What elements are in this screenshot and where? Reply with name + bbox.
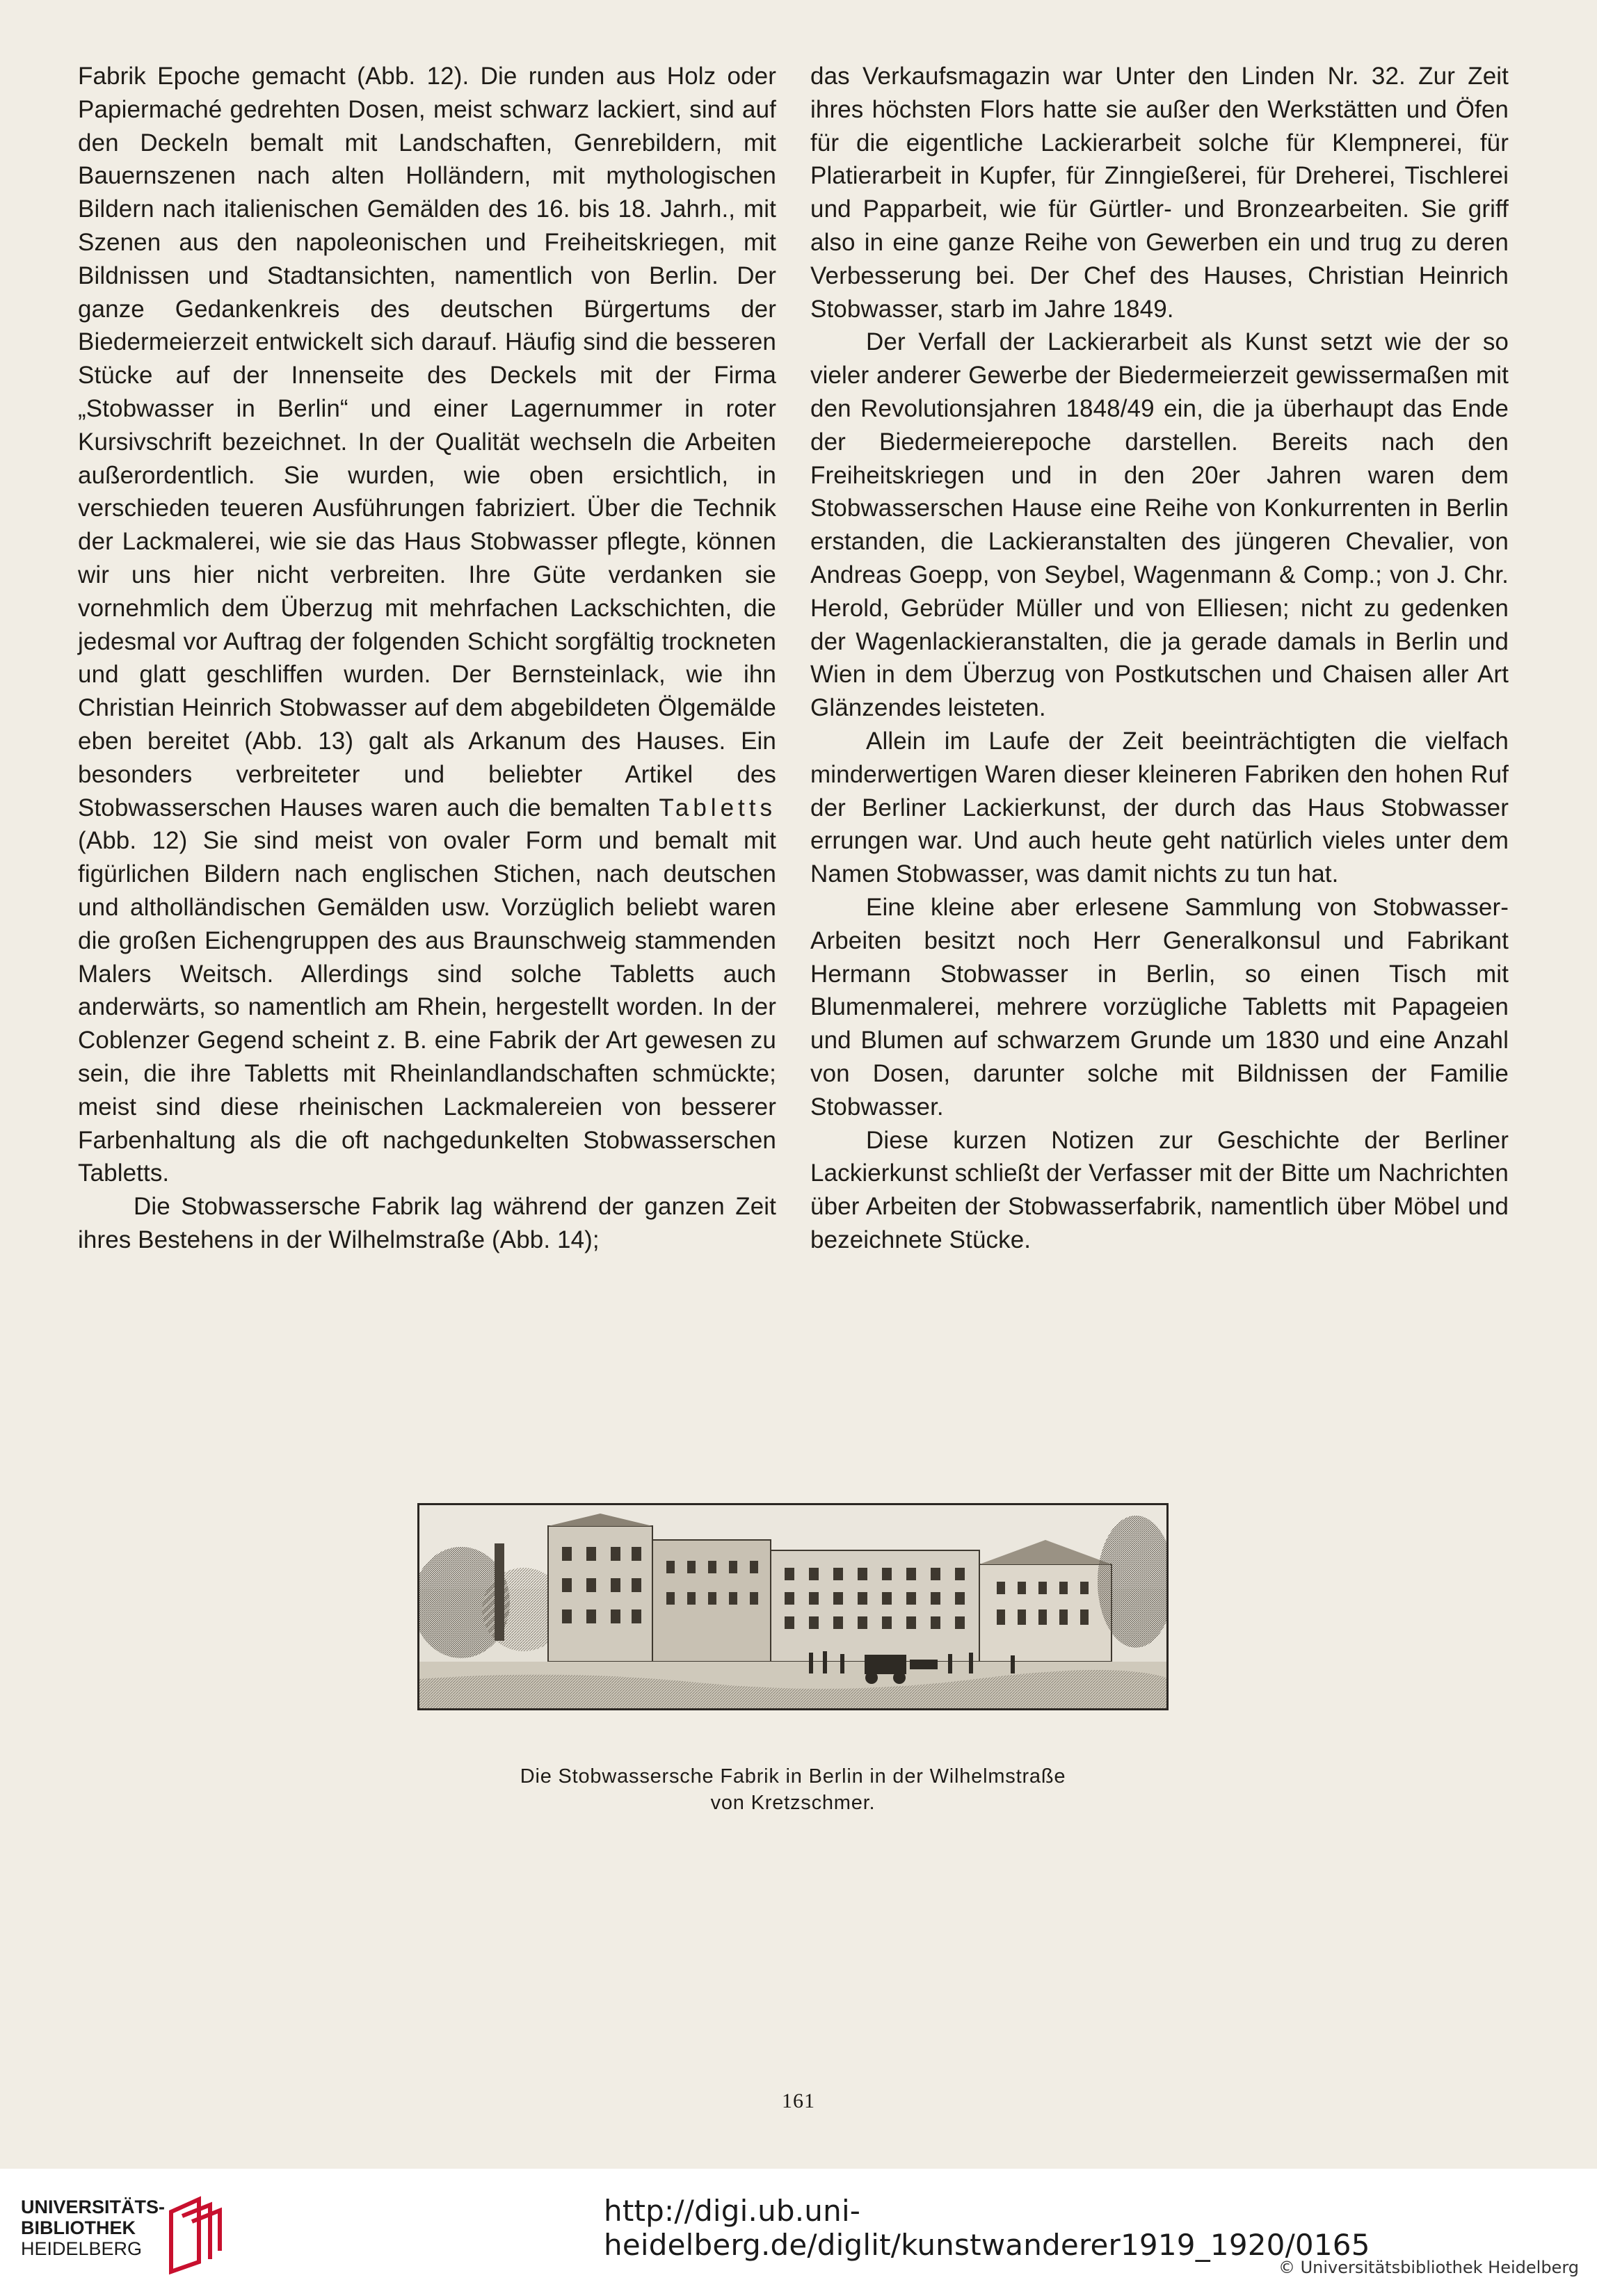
paragraph: Der Verfall der Lackierarbeit als Kunst setzt wie der so vieler anderer Gewerbe der Biedermeierzeit gewissermaßen mit den Revolutionsjahren 1848/49 ein, die ja überhaupt das Ende der Biedermeierepoche darstellen. Bereits nach den Freiheitskriegen und in den 20er Jahren waren dem Stobwasserschen Hause eine Reihe von Konkurrenten in Berlin erstanden, die Lackieranstalten des jüngeren Chevalier, von Andreas Goepp, von Seybel, Wagenmann & Comp.; von J. Chr. Herold, Gebrüder Müller und von Elliesen; nicht zu gedenken der Wagenlackieranstalten, die ja gerade damals in Berlin und Wien in dem Überzug von Postkutschen und Chaisen aller Art Glänzendes leisteten. <box>810 328 1509 722</box>
logo-text: UNIVERSITÄTS- BIBLIOTHEK HEIDELBERG <box>21 2197 166 2259</box>
factory-illustration <box>417 1503 1169 1710</box>
spaced-word: Tabletts <box>659 794 776 821</box>
figure-caption <box>390 1763 1196 1816</box>
caption-line: von Kretzschmer. <box>710 1792 876 1814</box>
left-text-column <box>78 60 776 1257</box>
copyright-notice: © Universitätsbibliothek Heidelberg <box>1278 2258 1579 2277</box>
caption-line: Die Stobwassersche Fabrik in Berlin in der Wilhelmstraße <box>520 1765 1066 1788</box>
factory-engraving-image <box>419 1505 1166 1708</box>
paragraph: das Verkaufsmagazin war Unter den Linden Nr. 32. Zur Zeit ihres höchsten Flors hatte sie außer den Werkstätten und Öfen für die eigentliche Lackierarbeit solche für Klempnerei, für Platierarbeit in Kupfer, für Zinngießerei, für Dreherei, Tischlerei und Papparbeit, wie für Gürtler- und Bronzearbeiten. Sie griff also in eine ganze Reihe von Gewerben ein und trug zu deren Verbesserung bei. Der Chef des Hauses, Christian Heinrich Stobwasser, starb im Jahre 1849. <box>810 63 1509 323</box>
paragraph: Eine kleine aber erlesene Sammlung von Stobwasser-Arbeiten besitzt noch Herr Generalkonsul und Fabrikant Hermann Stobwasser in Berlin, so einen Tisch mit Blumenmalerei, mehrere vorzügliche Tabletts mit Papageien und Blumen auf schwarzem Grunde um 1830 und eine Anzahl von Dosen, darunter solche mit Bildnissen der Familie Stobwasser. <box>810 893 1509 1121</box>
paragraph: Allein im Laufe der Zeit beeinträchtigten die vielfach minderwertigen Waren dieser kleineren Fabriken den hohen Ruf der Berliner Lackierkunst, der durch das Haus Stobwasser errungen war. Und auch heute geht natürlich vieles unter dem Namen Stobwasser, was damit nichts zu tun hat. <box>810 727 1509 888</box>
paragraph: Die Stobwassersche Fabrik lag während der ganzen Zeit ihres Bestehens in der Wilhelmstraße (Abb. 14); <box>78 1193 776 1253</box>
library-logo[interactable] <box>21 2195 230 2279</box>
right-text-column <box>810 60 1509 1257</box>
permalink-url[interactable]: http://digi.ub.uni-heidelberg.de/diglit/kunstwanderer1919_1920/0165 <box>604 2194 1370 2262</box>
paragraph: Fabrik Epoche gemacht (Abb. 12). Die runden aus Holz oder Papiermaché gedrehten Dosen, meist schwarz lackiert, sind auf den Deckeln bemalt mit Landschaften, Genrebildern, mit Bauernszenen nach alten Holländern, mit mythologischen Bildern nach italienischen Gemälden des 16. bis 18. Jahrh., mit Szenen aus den napoleonischen und Freiheitskriegen, mit Bildnissen und Stadtansichten, namentlich von Berlin. Der ganze Gedankenkreis des deutschen Bürgertums der Biedermeierzeit entwickelt sich darauf. Häufig sind die besseren Stücke auf der Innenseite des Deckels mit der Firma „Stobwasser in Berlin“ und einer Lagernummer in roter Kursivschrift bezeichnet. In der Qualität wechseln die Arbeiten außerordentlich. Sie wurden, wie oben ersichtlich, in verschieden teueren Ausführungen fabriziert. Über die Technik der Lackmalerei, wie sie das Haus Stobwasser pflegte, können wir uns hier nicht verbreiten. Ihre Güte verdanken sie vornehmlich dem Überzug mit mehrfachen Lackschichten, die jedesmal vor Auftrag der folgenden Schicht sorgfältig trockneten und glatt geschliffen wurden. Der Bernsteinlack, wie ihn Christian Heinrich Stobwasser auf dem abgebildeten Ölgemälde eben bereitet (Abb. 13) galt als Arkanum des Hauses. Ein besonders verbreiteter und beliebter Artikel des Stobwasserschen Hauses waren auch die bemalten Tabletts (Abb. 12) Sie sind meist von ovaler Form und bemalt mit figürlichen Bildern nach englischen Stichen, nach deutschen und altholländischen Gemälden usw. Vorzüglich beliebt waren die großen Eichengruppen des aus Braunschweig stammenden Malers Weitsch. Allerdings sind solche Tabletts auch anderwärts, so namentlich am Rhein, hergestellt worden. In der Coblenzer Gegend scheint z. B. eine Fabrik der Art gewesen zu sein, die ihre Tabletts mit Rheinlandlandschaften schmückte; meist sind diese rheinischen Lackmalereien von besserer Farbenhaltung als die oft nachgedunkelten Stobwasserschen Tabletts. <box>78 63 776 1187</box>
page-number: 161 <box>782 2089 815 2112</box>
library-emblem-icon <box>157 2195 224 2276</box>
footer-bar <box>0 2169 1597 2296</box>
paragraph: Diese kurzen Notizen zur Geschichte der Berliner Lackierkunst schließt der Verfasser mit der Bitte um Nachrichten über Arbeiten der Stobwasserfabrik, namentlich über Möbel und bezeichnete Stücke. <box>810 1126 1509 1253</box>
